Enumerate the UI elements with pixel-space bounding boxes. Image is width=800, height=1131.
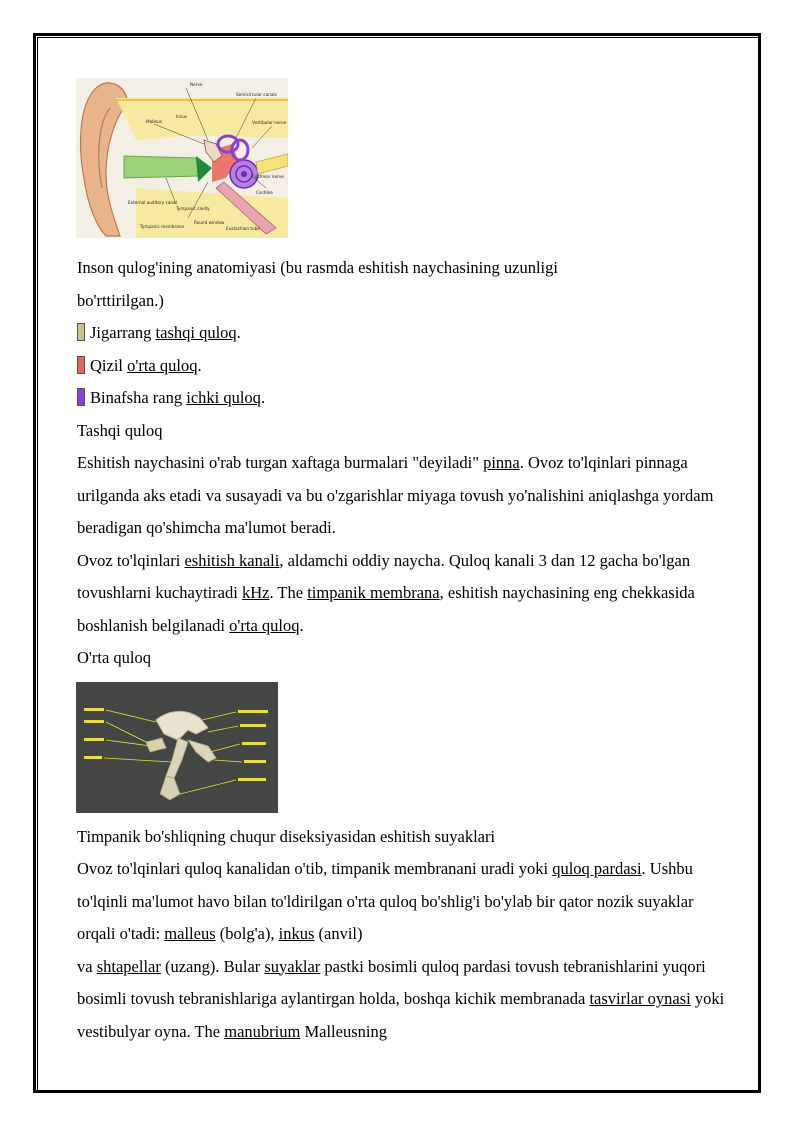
label-nerve: Nerve (190, 82, 203, 87)
label-auditory-canal: External auditory canal (128, 200, 177, 205)
link-outer-ear[interactable]: tashqi quloq (155, 323, 237, 342)
swatch-middle-ear (77, 356, 85, 374)
link-pinna[interactable]: pinna (483, 453, 520, 472)
link-khz[interactable]: kHz (241, 583, 270, 602)
label-eustachian: Eustachian tube (226, 226, 260, 231)
label-malleus: Malleus (146, 119, 162, 124)
label-semicircular: Semicircular canals (236, 92, 277, 97)
link-inner-ear[interactable]: ichki quloq (186, 388, 261, 407)
label-round-window: Round window (194, 220, 225, 225)
heading-middle-ear: O'rta quloq (77, 648, 152, 667)
legend-inner-ear: Binafsha rang ichki quloq. (77, 382, 727, 415)
link-eardrum[interactable]: quloq pardasi (552, 859, 642, 878)
link-middle-ear-2[interactable]: o'rta quloq (229, 615, 300, 635)
swatch-inner-ear (77, 388, 85, 406)
ear-anatomy-figure (76, 78, 288, 238)
link-manubrium[interactable]: manubrium (224, 1021, 301, 1041)
caption-anatomy: Inson qulog'ining anatomiyasi (bu rasmda eshitish naychasining uzunligi bo'rttirilgan.) (77, 258, 558, 310)
link-stapes[interactable]: shtapellar (96, 956, 161, 976)
paragraph-ossicles: Ovoz to'lqinlari quloq kanalidan o'tib, timpanik membranani uradi yoki quloq pardasi. Ushbu to'lqinli ma'lumot havo bilan to'ldirilgan o'rta quloq bo'shlig'i bo'ylab bir qator nozik suyaklar orqali o'tadi: malleus (bolg'a), inkus (anvil) va shtapellar (uzang). Bular suyaklar pastki bosimli quloq pardasi tovush tebranishlarini yuqori bosimli tovush tebranishlariga aylantirgan holda, boshqa kichik membranada tasvirlar oynasi yoki vestibulyar oyna. The manubrium Malleusning (77, 859, 725, 1041)
label-cochlear: Cochlear nerve (252, 174, 284, 179)
link-incus[interactable]: inkus (278, 924, 315, 943)
ossicles-photo (76, 682, 278, 813)
link-oval-window[interactable]: tasvirlar oynasi (589, 989, 691, 1008)
heading-outer-ear: Tashqi quloq (77, 420, 163, 440)
link-ear-canal[interactable]: eshitish kanali (184, 550, 280, 570)
swatch-outer-ear (77, 323, 85, 341)
paragraph-ear-canal: Ovoz to'lqinlari eshitish kanali, aldamchi oddiy naycha. Quloq kanali 3 dan 12 gacha bo'lgan tovushlarni kuchaytiradi kHz. The timpanik membrana, eshitish naychasining eng chekkasida boshlanish belgilanadi o'rta quloq. (77, 550, 695, 635)
caption-ossicles: Timpanik bo'shliqning chuqur diseksiyasidan eshitish suyaklari (77, 826, 496, 846)
label-tympanic-membrane: Tympanic membrane (140, 224, 185, 229)
link-tympanic-membrane[interactable]: timpanik membrana (307, 583, 440, 602)
legend-outer-ear: Jigarrang tashqi quloq. (77, 317, 727, 350)
legend-middle-ear: Qizil o'rta quloq. (77, 350, 727, 383)
paragraph-pinna: Eshitish naychasini o'rab turgan xaftaga burmalari "deyiladi" pinna. Ovoz to'lqinlari pinnaga urilganda aks etadi va susayadi va bu o'zgarishlar miyaga tovush yo'nalishini aniqlashga yordam beradigan qo'shimcha ma'lumot beradi. (77, 453, 714, 537)
link-middle-ear[interactable]: o'rta quloq (127, 355, 198, 375)
link-malleus[interactable]: malleus (164, 924, 216, 943)
link-bones[interactable]: suyaklar (264, 956, 321, 976)
label-cochlea: Cochlea (256, 190, 273, 195)
label-vestibular: Vestibular nerve (252, 120, 287, 125)
document-content (77, 78, 727, 1048)
label-tympanic-cavity: Tympanic cavity (176, 206, 210, 211)
label-incus: Incus (176, 114, 188, 119)
